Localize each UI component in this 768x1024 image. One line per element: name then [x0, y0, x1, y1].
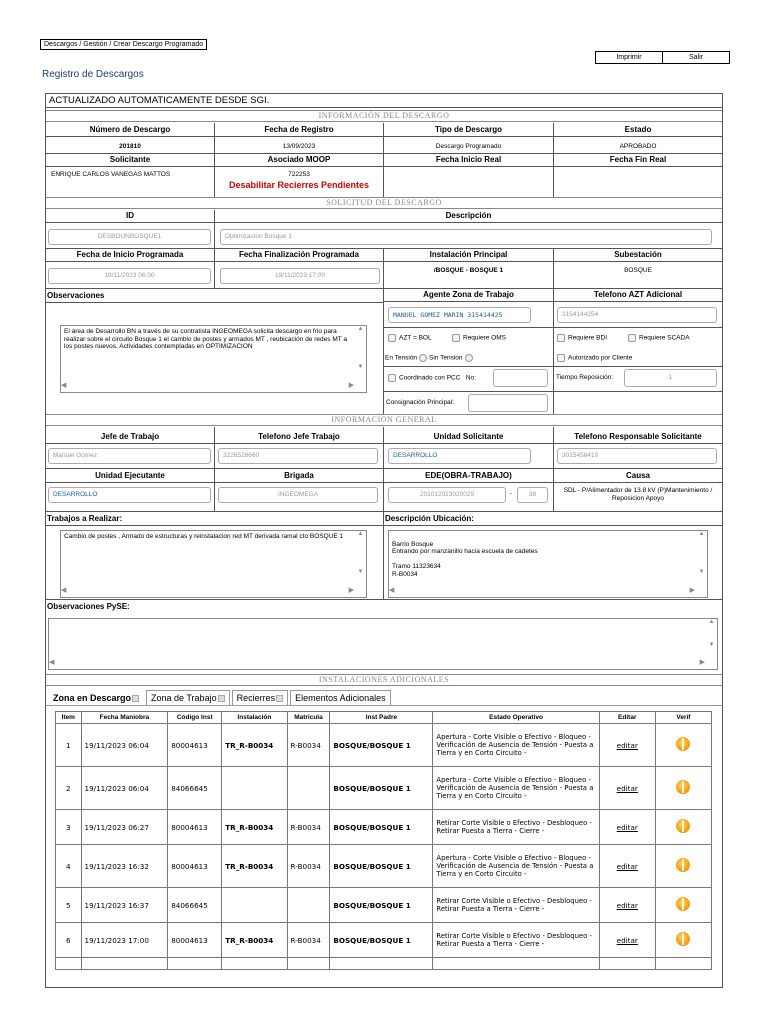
tipo-value: Descargo Programado: [435, 143, 502, 150]
cell-estado: Apertura - Corte Visible o Efectivo - Bloqueo - Verificación de Ausencia de Tensión - Puesta a Tierra y en Corto Circuito -: [433, 845, 599, 888]
col-instalacion: Instalación: [222, 712, 287, 724]
numero-value: 201810: [119, 143, 141, 150]
cell-empty: [287, 958, 330, 970]
cell-codigo: 80004613: [168, 845, 222, 888]
cell-inst: TR_R-B0034: [222, 810, 287, 845]
exit-button[interactable]: Salir: [688, 54, 703, 61]
en-tension-radio[interactable]: [419, 354, 427, 362]
scroll-vertical[interactable]: ▲ ▼: [708, 619, 715, 648]
sin-tension-radio[interactable]: [465, 354, 473, 362]
cell-inst: TR_R-B0034: [222, 724, 287, 767]
autorizado-label: Autorizado por Cliente: [568, 354, 633, 362]
instalacion-value: /BOSQUE - BOSQUE 1: [433, 267, 504, 274]
tab-checkbox[interactable]: [132, 695, 139, 702]
estado-value: APROBADO: [619, 143, 657, 150]
tab-label: Recierres: [236, 693, 276, 703]
tel-resp-label: Telefono Responsable Solicitante: [554, 431, 722, 444]
print-button[interactable]: Imprimir: [596, 52, 663, 63]
edit-link[interactable]: editar: [616, 822, 638, 832]
brigada-field[interactable]: INGEOMEGA: [218, 487, 378, 503]
observaciones-text: El área de Desarrollo BN a través de su contratista INGEOMEGA solicita descargo en frio para realizar sobre el circuito Bosque 1 el cambio de postes y armados MT , reubicación de redes MT a los postes nuevos. Actividades contempladas en OPTIMIZACION: [64, 328, 348, 350]
cell-codigo: 84066645: [168, 888, 222, 923]
scroll-horizontal[interactable]: ◀ ▶: [61, 587, 354, 594]
fecha-inicio-field[interactable]: 19/11/2023 06:00: [48, 268, 211, 284]
pyse-label: Observaciones PySE:: [47, 602, 130, 611]
cell-item: 4: [56, 845, 82, 888]
req-bdi-checkbox[interactable]: [557, 334, 565, 342]
ubicacion-label: Descripción Ubicación:: [385, 514, 474, 523]
descripcion-field[interactable]: Optimizacion Bosque 1: [220, 229, 712, 245]
cell-empty: [81, 958, 168, 970]
azt-bol-label: AZT = BOL: [399, 334, 432, 342]
unidad-ej-label: Unidad Ejecutante: [46, 470, 214, 483]
status-bulb-icon[interactable]: [676, 780, 690, 794]
cell-empty: [56, 958, 82, 970]
col-codigo: Código Inst: [168, 712, 222, 724]
cell-verif: [655, 767, 711, 810]
tab-label: Zona en Descargo: [53, 693, 132, 703]
col-item: Item: [56, 712, 82, 724]
tiempo-field[interactable]: 1: [624, 369, 717, 387]
fecha-fin-field[interactable]: 19/11/2023 17:00: [220, 268, 380, 284]
inicio-real-label: Fecha Inicio Real: [384, 154, 553, 167]
cell-verif: [655, 923, 711, 958]
cell-empty: [222, 958, 287, 970]
cell-mat: [287, 767, 330, 810]
asociado-value: 722253: [288, 171, 310, 178]
table-row: [56, 845, 712, 888]
no-label: No:: [465, 374, 476, 382]
cell-mat: R-B0034: [287, 923, 330, 958]
scroll-horizontal[interactable]: ◀ ▶: [61, 382, 354, 389]
cell-estado: Apertura - Corte Visible o Efectivo - Bloqueo - Verificación de Ausencia de Tensión - Puesta a Tierra y en Corto Circuito -: [433, 767, 599, 810]
ubicacion-text: Barrio Bosque Entrando por manzanillo hacia escuela de cadetes Tramo 11323634 R-B0034: [392, 540, 538, 578]
cell-verif: [655, 845, 711, 888]
cell-mat: R-B0034: [287, 845, 330, 888]
estado-label: Estado: [554, 124, 722, 137]
req-bdi-option[interactable]: [557, 334, 607, 342]
col-fecha: Fecha Maniobra: [81, 712, 168, 724]
col-verif: Verif: [655, 712, 711, 724]
coordinado-option[interactable]: [388, 374, 476, 382]
scroll-vertical[interactable]: ▲ ▼: [357, 531, 364, 575]
cell-mat: R-B0034: [287, 810, 330, 845]
ubicacion-textarea[interactable]: [388, 530, 708, 598]
breadcrumb[interactable]: Descargos / Gestión / Crear Descargo Programado: [40, 39, 207, 50]
trabajos-label: Trabajos a Realizar:: [47, 514, 123, 523]
unidad-sol-label: Unidad Solicitante: [384, 431, 553, 444]
table-row: [56, 810, 712, 845]
col-editar: Editar: [599, 712, 655, 724]
cell-mat: [287, 888, 330, 923]
req-scada-option[interactable]: [628, 334, 690, 342]
trabajos-textarea[interactable]: [60, 530, 367, 598]
req-scada-checkbox[interactable]: [628, 334, 636, 342]
fecha-registro-value: 13/09/2023: [282, 143, 316, 150]
coordinado-checkbox[interactable]: [388, 374, 396, 382]
tab-zona-trabajo[interactable]: [146, 690, 230, 705]
table-header-row: [56, 712, 712, 724]
ede-field[interactable]: 201012023020029: [388, 487, 506, 503]
numero-label: Número de Descargo: [46, 124, 214, 137]
tension-group: [385, 354, 475, 362]
cell-codigo: 80004613: [168, 923, 222, 958]
cell-estado: Retirar Corte Visible o Efectivo - Desbloqueo - Retirar Puesta a Tierra - Cierre -: [433, 810, 599, 845]
cell-item: 2: [56, 767, 82, 810]
section-additional-header: INSTALACIONES ADICIONALES: [46, 674, 722, 686]
ede-separator: -: [510, 490, 513, 497]
autorizado-checkbox[interactable]: [557, 354, 565, 362]
cell-item: 1: [56, 724, 82, 767]
cell-editar: [599, 888, 655, 923]
tel-azt-field[interactable]: 3154144254: [557, 307, 717, 323]
agente-label: Agente Zona de Trabajo: [384, 289, 553, 302]
id-field[interactable]: DESBOUNBOSQUE1: [48, 229, 211, 245]
table-row-empty: [56, 958, 712, 970]
scroll-horizontal[interactable]: ◀ ▶: [49, 659, 705, 666]
observaciones-textarea[interactable]: [60, 325, 367, 393]
cell-estado: Retirar Corte Visible o Efectivo - Desbloqueo - Retirar Puesta a Tierra - Cierre -: [433, 923, 599, 958]
tiempo-label: Tiempo Reposición:: [556, 374, 614, 381]
unidad-ej-field[interactable]: DESARROLLO: [48, 487, 211, 503]
cell-estado: Retirar Corte Visible o Efectivo - Desbloqueo - Retirar Puesta a Tierra - Cierre -: [433, 888, 599, 923]
req-oms-option[interactable]: [452, 334, 506, 342]
pcc-number-field[interactable]: [493, 369, 548, 387]
tab-label: Elementos Adicionales: [295, 693, 386, 703]
cell-verif: [655, 888, 711, 923]
tab-elementos-adicionales[interactable]: [290, 690, 391, 705]
status-bulb-icon[interactable]: [676, 897, 690, 911]
col-inst-padre: Inst Padre: [330, 712, 433, 724]
cell-fecha: 19/11/2023 06:04: [81, 767, 168, 810]
cell-empty: [599, 958, 655, 970]
scroll-vertical[interactable]: ▲ ▼: [357, 326, 364, 370]
causa-label: Causa: [554, 470, 722, 483]
tab-checkbox[interactable]: [276, 695, 283, 702]
tel-jefe-field[interactable]: 3226526660: [218, 448, 378, 464]
section-info-header: INFORMACIÓN DEL DESCARGO: [46, 110, 722, 122]
section-request-header: SOLICITUD DEL DESCARGO: [46, 197, 722, 209]
cell-empty: [655, 958, 711, 970]
solicitante-label: Solicitante: [46, 154, 214, 167]
table-row: [56, 888, 712, 923]
causa-value: SDL - P/Alimentador de 13.8 kV (P)Mantenimiento / Reposicion Apoyo: [563, 487, 713, 502]
disable-recierres-link[interactable]: Desabilitar Recierres Pendientes: [228, 180, 370, 190]
col-estado: Estado Operativo: [433, 712, 599, 724]
id-label: ID: [46, 210, 214, 223]
tel-jefe-label: Telefono Jefe Trabajo: [215, 431, 383, 444]
tab-recierres[interactable]: [232, 690, 289, 705]
col-matricula: Matricula: [287, 712, 330, 724]
cell-inst: [222, 888, 287, 923]
page-title: Registro de Descargos: [42, 69, 144, 80]
fin-real-label: Fecha Fin Real: [554, 154, 722, 167]
cell-item: 6: [56, 923, 82, 958]
cell-item: 3: [56, 810, 82, 845]
tipo-label: Tipo de Descargo: [384, 124, 553, 137]
cell-codigo: 80004613: [168, 810, 222, 845]
scroll-vertical[interactable]: ▲ ▼: [698, 531, 705, 575]
cell-inst: TR_R-B0034: [222, 845, 287, 888]
fecha-inicio-label: Fecha de Inicio Programada: [46, 249, 214, 262]
cell-inst: [222, 767, 287, 810]
azt-bol-option[interactable]: [388, 334, 432, 342]
agente-field[interactable]: MANUEL GOMEZ MARIN 315414425: [388, 307, 531, 323]
instalacion-label: Instalación Principal: [384, 249, 553, 262]
subestacion-label: Subestación: [554, 249, 722, 262]
status-bulb-icon[interactable]: [676, 737, 690, 751]
auto-update-notice: ACTUALIZADO AUTOMATICAMENTE DESDE SGI.: [46, 94, 722, 108]
ede-suffix-field[interactable]: 38: [517, 487, 548, 503]
req-scada-label: Requiere SCADA: [639, 334, 690, 342]
cell-codigo: 80004613: [168, 724, 222, 767]
cell-editar: [599, 767, 655, 810]
unidad-sol-field[interactable]: DESARROLLO: [388, 448, 531, 464]
azt-bol-checkbox[interactable]: [388, 334, 396, 342]
fecha-registro-label: Fecha de Registro: [215, 124, 383, 137]
cell-item: 5: [56, 888, 82, 923]
cell-fecha: 19/11/2023 16:37: [81, 888, 168, 923]
tab-zona-descargo[interactable]: [48, 690, 144, 705]
trabajos-text: Cambio de postes , Armado de estructuras y reinstalacion red MT derivada ramal cto BOSQUE 1: [64, 533, 344, 540]
tab-bar: [48, 690, 393, 705]
cell-padre: BOSQUE/BOSQUE 1: [330, 888, 433, 923]
cell-padre: BOSQUE/BOSQUE 1: [330, 923, 433, 958]
status-bulb-icon[interactable]: [676, 932, 690, 946]
req-oms-checkbox[interactable]: [452, 334, 460, 342]
edit-link[interactable]: editar: [616, 740, 638, 750]
tab-checkbox[interactable]: [218, 695, 225, 702]
table-row: [56, 923, 712, 958]
cell-fecha: 19/11/2023 17:00: [81, 923, 168, 958]
cell-verif: [655, 810, 711, 845]
fecha-fin-label: Fecha Finalización Programada: [215, 249, 383, 262]
asociado-label: Asociado MOOP: [215, 154, 383, 167]
edit-link[interactable]: editar: [616, 900, 638, 910]
table-row: [56, 724, 712, 767]
autorizado-option[interactable]: [557, 354, 632, 362]
sin-tension-label: Sin Tension: [429, 354, 463, 362]
cell-fecha: 19/11/2023 06:27: [81, 810, 168, 845]
status-bulb-icon[interactable]: [676, 819, 690, 833]
toolbar: [595, 51, 730, 64]
cell-padre: BOSQUE/BOSQUE 1: [330, 845, 433, 888]
cell-estado: Apertura - Corte Visible o Efectivo - Bloqueo - Verificación de Ausencia de Tensión - Puesta a Tierra y en Corto Circuito -: [433, 724, 599, 767]
brigada-label: Brigada: [215, 470, 383, 483]
cell-mat: R-B0034: [287, 724, 330, 767]
scroll-horizontal[interactable]: ◀ ▶: [389, 587, 695, 594]
tel-resp-field[interactable]: 3015456419: [557, 448, 717, 464]
tel-azt-label: Telefono AZT Adicional: [554, 289, 722, 302]
req-oms-label: Requiere OMS: [463, 334, 506, 342]
edit-link[interactable]: editar: [616, 935, 638, 945]
cell-codigo: 84066645: [168, 767, 222, 810]
cell-editar: [599, 810, 655, 845]
cell-inst: TR_R-B0034: [222, 923, 287, 958]
instalaciones-table: [55, 711, 712, 970]
descripcion-label: Descripción: [215, 210, 722, 223]
cell-editar: [599, 845, 655, 888]
cell-fecha: 19/11/2023 16:32: [81, 845, 168, 888]
cell-padre: BOSQUE/BOSQUE 1: [330, 767, 433, 810]
req-bdi-label: Requiere BDI: [568, 334, 608, 342]
status-bulb-icon[interactable]: [676, 858, 690, 872]
consignacion-field[interactable]: [468, 394, 548, 412]
consignacion-label: Consignación Principal:: [386, 399, 454, 406]
jefe-label: Jefe de Trabajo: [46, 431, 214, 444]
edit-link[interactable]: editar: [616, 783, 638, 793]
cell-editar: [599, 923, 655, 958]
cell-verif: [655, 724, 711, 767]
cell-padre: BOSQUE/BOSQUE 1: [330, 810, 433, 845]
table-row: [56, 767, 712, 810]
cell-padre: BOSQUE/BOSQUE 1: [330, 724, 433, 767]
en-tension-label: En Tensión: [385, 354, 418, 362]
cell-empty: [433, 958, 599, 970]
solicitante-value: ENRIQUE CARLOS VANEGAS MATTOS: [51, 171, 171, 178]
cell-editar: [599, 724, 655, 767]
coordinado-label: Coordinado con PCC: [399, 374, 461, 382]
cell-empty: [168, 958, 222, 970]
pyse-textarea[interactable]: [48, 618, 718, 670]
edit-link[interactable]: editar: [616, 861, 638, 871]
cell-empty: [330, 958, 433, 970]
observaciones-label: Observaciones: [47, 291, 105, 300]
jefe-field[interactable]: Manuel Gomez: [48, 448, 211, 464]
tab-label: Zona de Trabajo: [151, 693, 217, 703]
subestacion-value: BOSQUE: [624, 267, 652, 274]
cell-fecha: 19/11/2023 06:04: [81, 724, 168, 767]
section-general-header: INFORMACION GENERAL: [46, 414, 722, 426]
ede-label: EDE(OBRA-TRABAJO): [384, 470, 553, 483]
